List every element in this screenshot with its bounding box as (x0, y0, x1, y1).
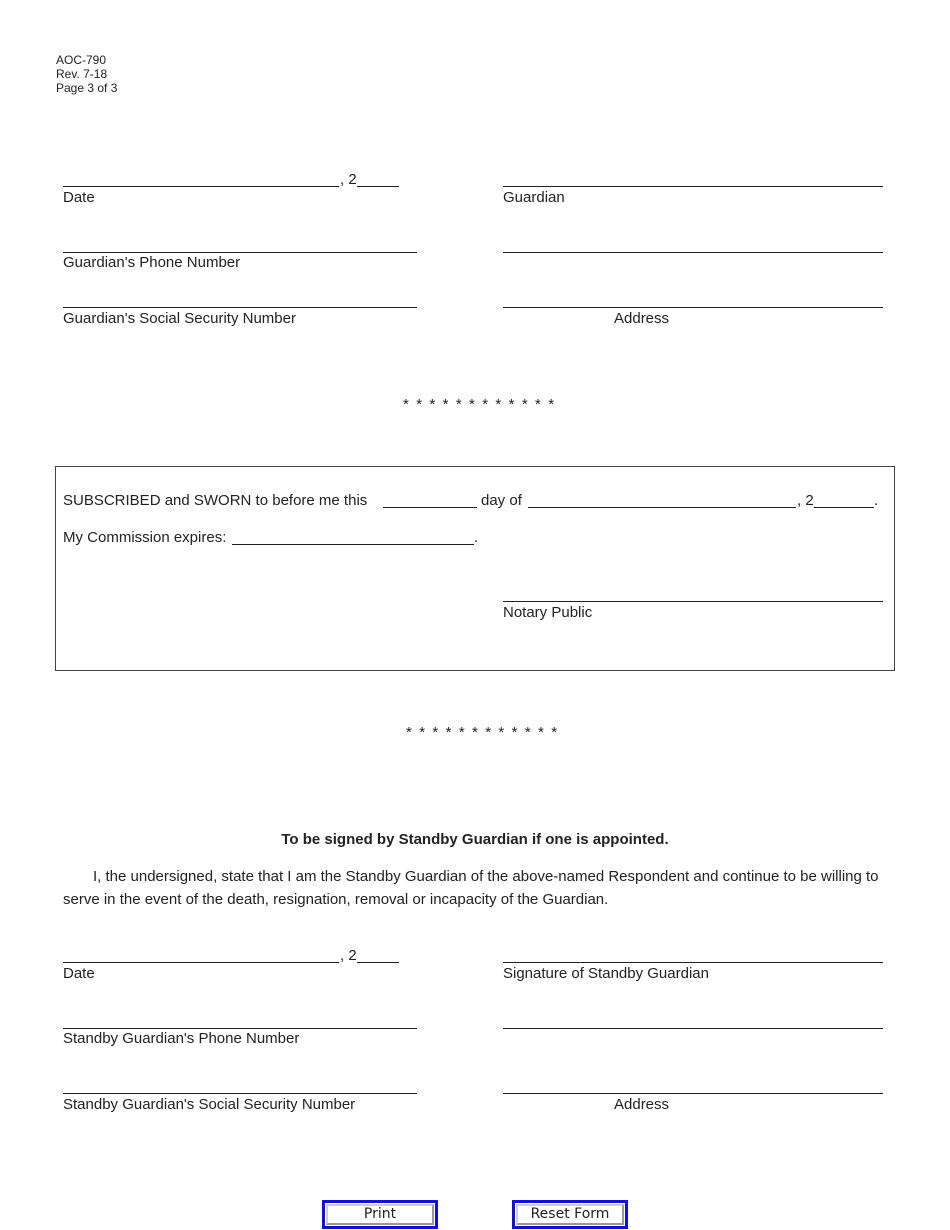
sworn-text: SUBSCRIBED and SWORN to before me this (63, 492, 368, 509)
sworn-month-field[interactable] (528, 507, 796, 508)
standby-date-label: Date (63, 965, 95, 982)
date-year-prefix: , 2 (340, 171, 357, 188)
notary-signature-field[interactable] (503, 601, 883, 602)
standby-phone-field[interactable] (63, 1028, 417, 1029)
standby-date-year-prefix: , 2 (340, 947, 357, 964)
guardian-signature-field[interactable] (503, 186, 883, 187)
commission-expires-field[interactable] (232, 544, 474, 545)
print-button-frame (322, 1200, 438, 1229)
date-year-field[interactable] (357, 186, 399, 187)
standby-date-field[interactable] (63, 962, 339, 963)
commission-label: My Commission expires: (63, 529, 227, 546)
standby-phone-label: Standby Guardian's Phone Number (63, 1030, 300, 1047)
standby-statement: I, the undersigned, state that I am the Standby Guardian of the above-named Respondent and continue to be willing to serve in the event of the death, resignation, removal or incapacity of the Guardian. (63, 868, 879, 908)
standby-ssn-label: Standby Guardian's Social Security Number (63, 1096, 356, 1113)
date-field[interactable] (63, 186, 339, 187)
guardian-phone-label: Guardian's Phone Number (63, 254, 241, 271)
reset-button-frame (512, 1200, 628, 1229)
guardian-signature-label: Guardian (503, 189, 565, 206)
reset-form-button[interactable]: Reset Form (516, 1204, 624, 1225)
sworn-year-field[interactable] (814, 507, 874, 508)
guardian-address-line-1[interactable] (503, 252, 883, 253)
form-header (56, 53, 117, 95)
guardian-address-line-2[interactable] (503, 307, 883, 308)
guardian-ssn-field[interactable] (63, 307, 417, 308)
guardian-ssn-label: Guardian's Social Security Number (63, 310, 296, 327)
standby-heading: To be signed by Standby Guardian if one is appointed. (281, 831, 669, 848)
separator-stars: * * * * * * * * * * * * (403, 396, 556, 413)
guardian-phone-field[interactable] (63, 252, 417, 253)
commission-period: . (474, 529, 479, 546)
page-number: Page 3 of 3 (56, 81, 118, 95)
standby-address-line-2[interactable] (503, 1093, 883, 1094)
sworn-period: . (874, 492, 879, 509)
notary-signature-label: Notary Public (503, 604, 593, 621)
standby-signature-field[interactable] (503, 962, 883, 963)
form-id: AOC-790 (56, 53, 107, 67)
guardian-address-label: Address (614, 310, 670, 327)
sworn-year-prefix: , 2 (797, 492, 814, 509)
separator-stars: * * * * * * * * * * * * (406, 724, 559, 741)
standby-address-label: Address (614, 1096, 670, 1113)
date-label: Date (63, 189, 95, 206)
sworn-day-field[interactable] (383, 507, 477, 508)
print-button[interactable]: Print (326, 1204, 434, 1225)
standby-address-line-1[interactable] (503, 1028, 883, 1029)
standby-signature-label: Signature of Standby Guardian (503, 965, 709, 982)
form-revision: Rev. 7-18 (56, 67, 108, 81)
standby-date-year-field[interactable] (357, 962, 399, 963)
day-of-text: day of (481, 492, 522, 509)
standby-ssn-field[interactable] (63, 1093, 417, 1094)
